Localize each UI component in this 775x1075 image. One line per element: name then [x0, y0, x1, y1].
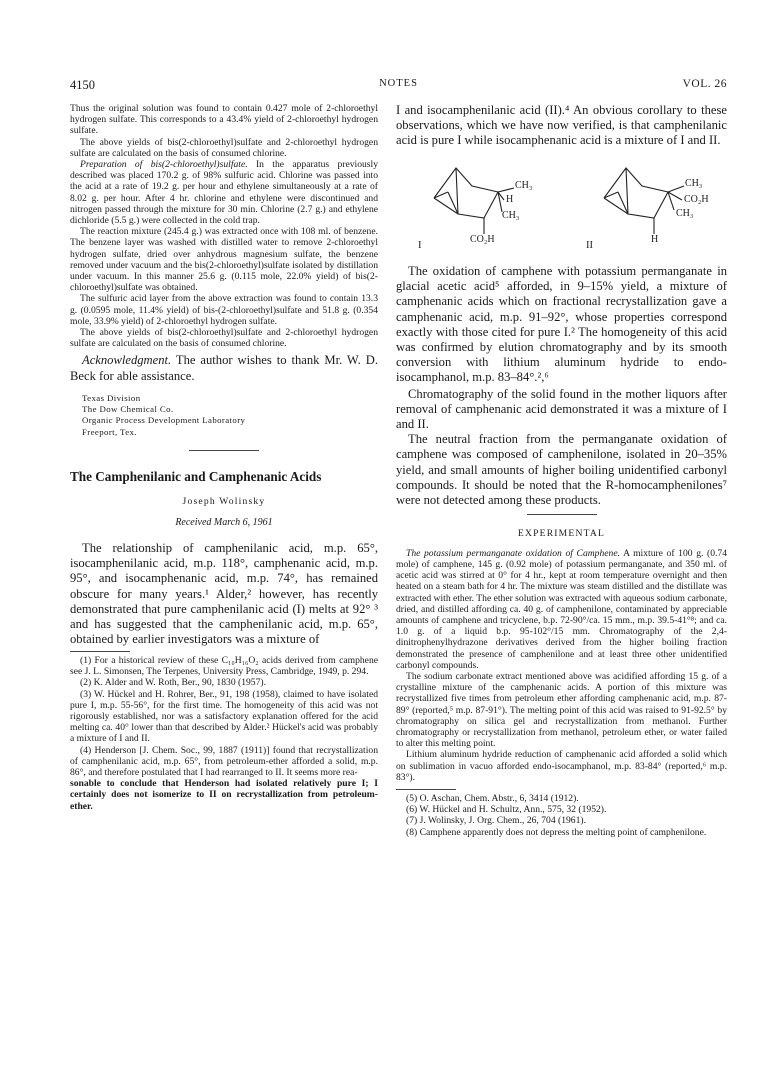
footnote: (5) O. Aschan, Chem. Abstr., 6, 3414 (1912). — [406, 793, 579, 805]
structure-drawing — [396, 156, 727, 256]
compound-number: II — [586, 240, 593, 252]
footnotes — [396, 793, 727, 838]
label-ch3: CH₃ — [515, 180, 533, 192]
article-title: The Camphenilanic and Camphenanic Acids — [70, 469, 322, 485]
volume-label: VOL. 26 — [682, 78, 727, 90]
footnote: (1) For a historical review of these C₁₀H₁₆O₂ acids derived from camphene see J. L. Simonsen, The Terpenes, University Press, Cambridge, 1949, p. 294. — [70, 654, 378, 678]
body-paragraph: The neutral fraction from the permanganate oxidation of camphene was composed of camphenilone, isolated in 20–35% yield, and small amounts of higher boiling unidentified carbonyl compounds. It should be noted that the R-homocamphenilones⁷ were not detected among these products. — [396, 432, 727, 507]
paragraph: The sodium carbonate extract mentioned above was acidified affording 15 g. of a crystalline mixture of the camphenanic acids. A portion of this mixture was recrystallized five times from petroleum ether affording camphenanic acid, m.p. 87-89° (reported,⁵ m.p. 87-91°). The melting point of this acid was raised to 91-92.5° by chromatography on silica gel and recrystallization from methanol. Further chromatography or recrystallization from methanol, petroleum ether, or water failed to alter this melting point. — [396, 671, 727, 750]
section-heading: NOTES — [379, 78, 418, 89]
running-header — [70, 78, 727, 94]
body-paragraph: The relationship of camphenilanic acid, m.p. 65°, isocamphenilanic acid, m.p. 118°, camphenanic acid, m.p. 95°, and isocamphenanic acid, m.p. 74°, has remained obscure for many years.¹ Alder,² however, has recently demonstrated that pure camphenilanic acid (I) melts at 92° ³ and has suggested that the camphenilanic acid, m.p. 65°, obtained by earlier investigators was a mixture of — [70, 541, 378, 646]
run-in-heading: The potassium permanganate oxidation of Camphene. — [406, 547, 620, 559]
paragraph: The above yields of bis(2-chloroethyl)sulfate and 2-chloroethyl hydrogen sulfate are calculated on the basis of consumed chlorine. — [70, 136, 378, 159]
label-ch3: CH₃ — [685, 178, 703, 190]
author-name: Joseph Wolinsky — [182, 496, 266, 508]
section-heading-experimental: EXPERIMENTAL — [517, 527, 606, 539]
label-ch3: CH₃ — [502, 210, 520, 222]
footnote: (2) K. Alder and W. Roth, Ber., 90, 1830 (1957). — [80, 677, 266, 689]
footnote-continued: sonable to conclude that Henderson had isolated relatively pure I; I certainly does not isomerize to II on recrystallization from petroleum-ether. — [70, 778, 378, 812]
page-number: 4150 — [70, 78, 95, 92]
run-in-heading: Preparation of bis(2-chloroethyl)sulfate. — [80, 159, 248, 171]
body-paragraph: The oxidation of camphene with potassium permanganate in glacial acetic acid⁵ afforded, in 9–15% yield, a mixture of camphenanic acids which on fractional recrystallization gave a camphenanic acid, m.p. 91–92°, whose properties correspond exactly with those cited for pure I.² The homogeneity of this acid was confirmed by elution chromatography and by its smooth conversion with lithium aluminum hydride to endo-isocamphanol, m.p. 83–84°.²,⁶ — [396, 264, 727, 384]
compound-number: I — [418, 240, 422, 252]
body-paragraph: I and isocamphenilanic acid (II).⁴ An obvious corollary to these observations, which we have now verified, is that camphenilanic acid is pure I while isocamphenanic acid is a mixture of I and II. — [396, 103, 727, 148]
label-co2h: CO₂H — [470, 234, 495, 246]
acknowledgment-heading: Acknowledgment. — [82, 353, 172, 368]
label-co2h: CO₂H — [684, 194, 709, 206]
footnote: (6) W. Hückel and H. Schultz, Ann., 575, 32 (1952). — [406, 804, 607, 816]
divider — [527, 514, 597, 515]
body-paragraph: Chromatography of the solid found in the mother liquors after removal of camphenanic acid demonstrated it was a mixture of I and II. — [396, 387, 727, 432]
footnote-divider — [396, 789, 456, 790]
received-date: Received March 6, 1961 — [175, 517, 273, 529]
paragraph: Thus the original solution was found to contain 0.427 mole of 2-chloroethyl hydrogen sulfate. This corresponds to a 43.4% yield of 2-chloroethyl hydrogen sulfate. — [70, 103, 378, 137]
footnotes — [70, 655, 378, 812]
paragraph: Lithium aluminum hydride reduction of camphenanic acid afforded a solid which on sublimation in vacuo afforded endo-isocamphanol, m.p. 83-84° (reported,⁶ m.p. 83°). — [396, 749, 727, 783]
divider — [189, 450, 259, 451]
paragraph: Preparation of bis(2-chloroethyl)sulfate. In the apparatus previously described was placed 170.2 g. of 98% sulfuric acid. Chlorine was passed into the acid at a rate of 19.2 g. per hour and ethylene simultaneously at a rate of 8.02 g. per hour. After 4 hr. chlorine and ethylene were discontinued and nitrogen passed through the mixture for 30 min. Chlorine (2.7 g.) and ethylene dichloride (5.5 g.) were collected in the cold trap. — [70, 159, 378, 227]
right-column — [396, 103, 727, 838]
footnote-divider — [70, 651, 130, 652]
paragraph: The sulfuric acid layer from the above extraction was found to contain 13.3 g. (0.0595 mole, 11.4% yield) of bis-(2-chloroethyl)sulfate and 51.8 g. (0.354 mole, 33.9% yield) of 2-chloroethyl hydrogen sulfate. — [70, 293, 378, 327]
label-h: H — [506, 194, 514, 206]
footnote: (8) Camphene apparently does not depress the melting point of camphenilone. — [406, 826, 707, 838]
left-column — [70, 103, 378, 812]
affiliation: Texas Division The Dow Chemical Co. Organic Process Development Laboratory Freeport, Tex. — [82, 392, 246, 437]
paragraph: The potassium permanganate oxidation of Camphene. A mixture of 100 g. (0.74 mole) of camphene, 145 g. (0.92 mole) of potassium permanganate, and 350 ml. of acetic acid was stirred at 0° for 4 hr., kept at room temperature overnight and then heated on a steam bath for 4 hr. The mixture was steam distilled and the distillate was extracted with ether. The ether solution was extracted with aqueous sodium carbonate, dried, and distilled affording ca. 40 g. of camphenilone, contaminated by appreciable amounts of camphene and tricyclene, b.p. 72-90°/ca. 15 mm., m.p. 39.5-41°⁸; and ca. 1.0 g. of a liquid b.p. 95-102°/15 mm. Chromatography of the 2,4-dinitrophenylhydrazone derivatives derived from the higher boiling fraction demonstrated the presence of camphenilone and at least three other unidentified carbonyl compounds. — [396, 547, 727, 671]
footnote: (3) W. Hückel and H. Rohrer, Ber., 91, 198 (1958), claimed to have isolated pure I, m.p. 55-56°, for the first time. The homogeneity of this acid was not rigorously established, nor was a satisfactory explanation offered for the acid melting ca. 40° lower than that described by Alder.² Hückel's acid was probably a mixture of I and II. — [70, 688, 378, 745]
acknowledgment: Acknowledgment. The author wishes to thank Mr. W. D. Beck for able assistance. — [70, 353, 378, 383]
paragraph: The reaction mixture (245.4 g.) was extracted once with 108 ml. of benzene. The benzene layer was washed with distilled water to remove 2-chloroethyl hydrogen sulfate, dried over anhydrous magnesium sulfate, the benzene removed under vacuum and the bis(2-chloroethyl)sulfate isolated by distillation under vacuum. In this manner 25.6 g. (0.115 mole, 22.0% yield) of bis(2-chloroethyl)sulfate was obtained. — [70, 226, 378, 294]
label-h: H — [651, 234, 659, 246]
paragraph: The above yields of bis(2-chloroethyl)sulfate and 2-chloroethyl hydrogen sulfate are calculated on the basis of consumed chlorine. — [70, 327, 378, 350]
footnote: (4) Henderson [J. Chem. Soc., 99, 1887 (1911)] found that recrystallization of camphenilanic acid, m.p. 65°, from petroleum-ether afforded a solid, m.p. 86°, and therefore postulated that I had rearranged to II. It seems more rea- — [70, 744, 378, 778]
chemical-structures — [396, 156, 727, 256]
footnote: (7) J. Wolinsky, J. Org. Chem., 26, 704 (1961). — [406, 815, 586, 827]
label-ch3: CH₃ — [676, 208, 694, 220]
